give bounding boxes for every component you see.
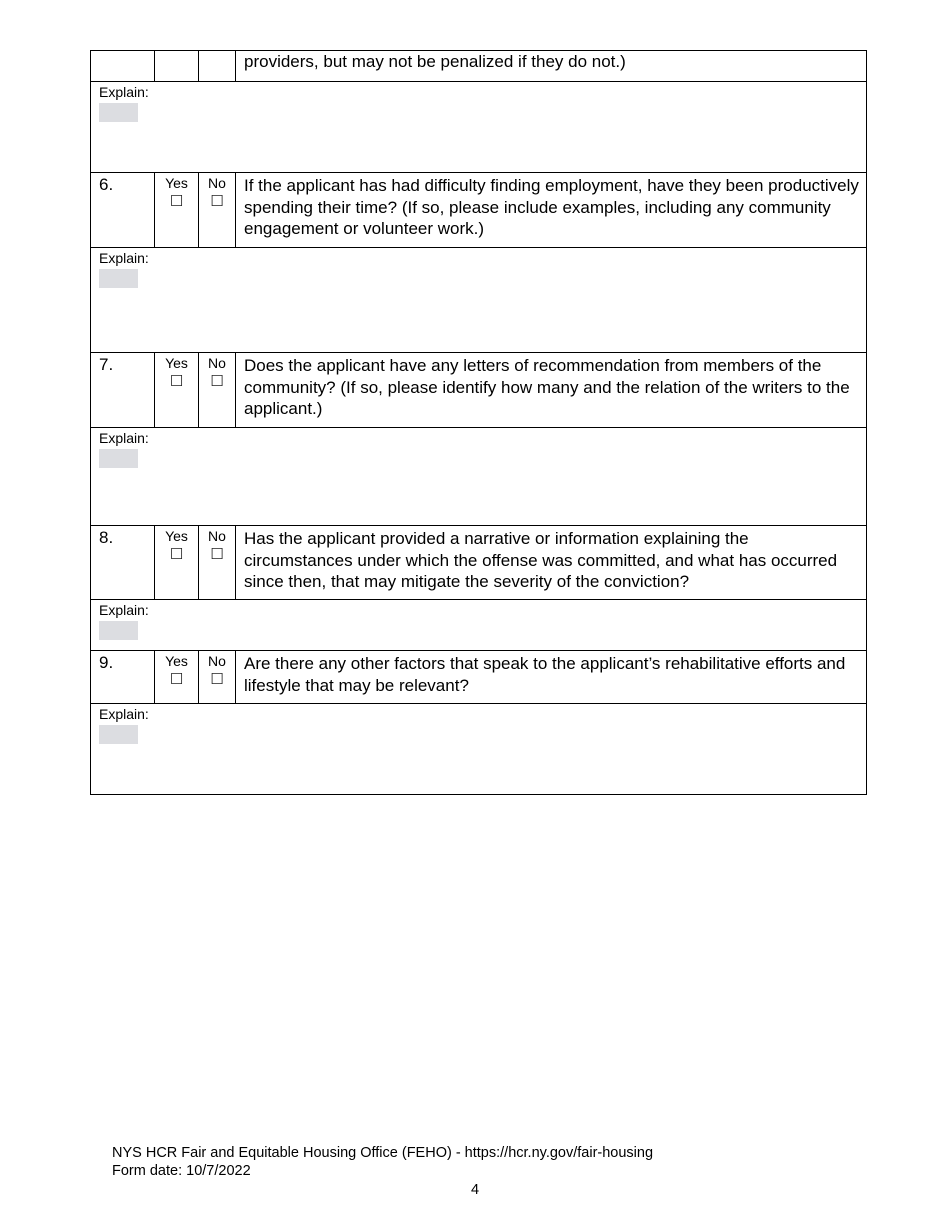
no-label: No xyxy=(208,528,226,544)
yes-cell xyxy=(155,353,199,428)
question-text: Has the applicant provided a narrative or information explaining the circumstances under which the offense was committed, and what has occurred since then, that may mitigate the severity of the conviction? xyxy=(236,526,867,600)
yes-checkbox[interactable]: ☐ xyxy=(169,670,184,688)
page-footer xyxy=(112,1144,653,1180)
yes-label: Yes xyxy=(165,653,188,669)
explain-label: Explain: xyxy=(99,706,149,722)
explain-label: Explain: xyxy=(99,250,149,266)
page-number: 4 xyxy=(470,1182,480,1198)
no-checkbox[interactable]: ☐ xyxy=(210,545,224,563)
question-text: providers, but may not be penalized if they do not.) xyxy=(236,51,867,82)
question-text: Are there any other factors that speak to the applicant’s rehabilitative efforts and lifestyle that may be relevant? xyxy=(236,651,867,704)
number-cell xyxy=(91,51,155,82)
no-label: No xyxy=(208,355,226,371)
explain-row xyxy=(91,704,867,795)
no-cell xyxy=(199,651,236,704)
explain-input[interactable] xyxy=(99,269,138,288)
no-checkbox[interactable]: ☐ xyxy=(210,670,224,688)
no-cell xyxy=(199,526,236,600)
footer-form-date: Form date: 10/7/2022 xyxy=(112,1163,251,1179)
explain-cell xyxy=(91,428,867,526)
explain-input[interactable] xyxy=(99,449,138,468)
explain-input[interactable] xyxy=(99,725,138,744)
explain-cell xyxy=(91,82,867,173)
explain-input[interactable] xyxy=(99,621,138,640)
yes-cell xyxy=(155,173,199,248)
explain-row xyxy=(91,600,867,651)
no-cell xyxy=(199,173,236,248)
explain-cell xyxy=(91,600,867,651)
question-number: 6. xyxy=(91,173,155,248)
explain-row xyxy=(91,248,867,353)
no-cell xyxy=(199,51,236,82)
explain-label: Explain: xyxy=(99,84,149,100)
questionnaire-table xyxy=(90,50,867,795)
no-checkbox[interactable]: ☐ xyxy=(210,192,224,210)
no-cell xyxy=(199,353,236,428)
explain-row xyxy=(91,82,867,173)
explain-label: Explain: xyxy=(99,430,149,446)
footer-office-line: NYS HCR Fair and Equitable Housing Office (FEHO) - https://hcr.ny.gov/fair-housing xyxy=(112,1145,654,1161)
yes-label: Yes xyxy=(165,528,188,544)
explain-input[interactable] xyxy=(99,103,138,122)
yes-cell xyxy=(155,51,199,82)
yes-label: Yes xyxy=(165,355,188,371)
yes-checkbox[interactable]: ☐ xyxy=(169,192,184,210)
question-row-7 xyxy=(91,353,867,428)
yes-cell xyxy=(155,526,199,600)
question-row-9 xyxy=(91,651,867,704)
no-checkbox[interactable]: ☐ xyxy=(210,372,224,390)
question-row-6 xyxy=(91,173,867,248)
no-label: No xyxy=(208,175,226,191)
explain-cell xyxy=(91,248,867,353)
explain-label: Explain: xyxy=(99,602,149,618)
yes-cell xyxy=(155,651,199,704)
question-text: Does the applicant have any letters of recommendation from members of the community? (If so, please identify how many and the relation of the writers to the applicant.) xyxy=(236,353,867,428)
no-label: No xyxy=(208,653,226,669)
question-row-continued xyxy=(91,51,867,82)
explain-cell xyxy=(91,704,867,795)
question-number: 7. xyxy=(91,353,155,428)
yes-checkbox[interactable]: ☐ xyxy=(169,372,184,390)
yes-checkbox[interactable]: ☐ xyxy=(169,545,184,563)
explain-row xyxy=(91,428,867,526)
question-text: If the applicant has had difficulty finding employment, have they been productively spending their time? (If so, please include examples, including any community engagement or volunteer work.) xyxy=(236,173,867,248)
question-row-8 xyxy=(91,526,867,600)
yes-label: Yes xyxy=(165,175,188,191)
question-number: 9. xyxy=(91,651,155,704)
question-number: 8. xyxy=(91,526,155,600)
